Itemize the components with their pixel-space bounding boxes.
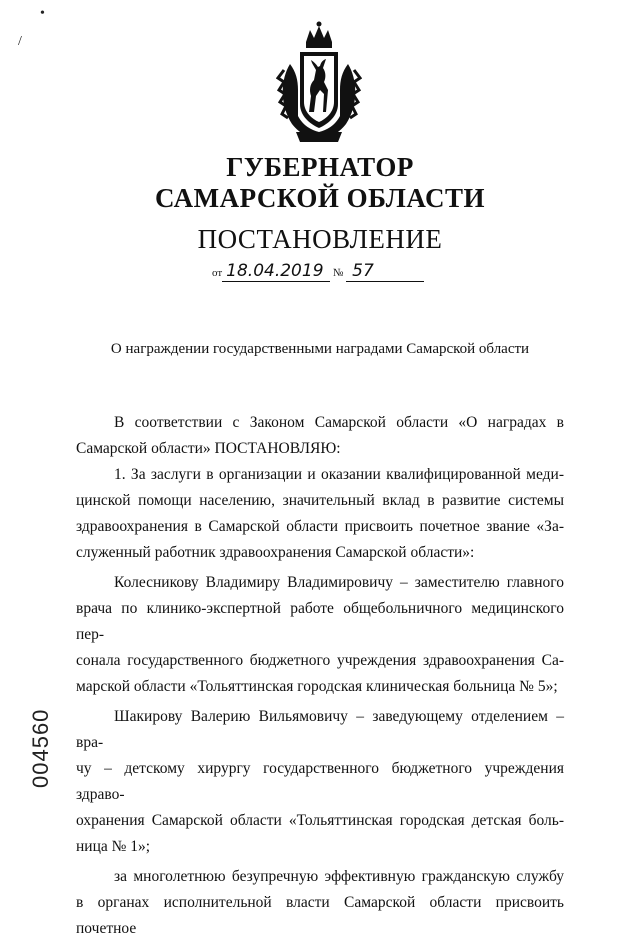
paragraph-preamble [76,410,564,462]
samara-coat-of-arms-icon [276,20,362,150]
text-line: служенный работник здравоохранения Самарской области»: [76,544,475,561]
paragraph-awardee-2 [76,704,564,860]
paragraph-awardee-1 [76,570,564,700]
document-number: 57 [346,261,424,282]
text-line: Самарской области» ПОСТАНОВЛЯЮ: [76,440,341,457]
paragraph-clause-2 [76,864,564,942]
registry-serial-number: 004560 [28,708,53,788]
date-prefix: от [212,267,223,279]
registration-line [212,261,424,282]
text-line: врача по клинико-экспертной работе общебольничного медицинского пер- [76,600,564,643]
document-date: 18.04.2019 [222,261,330,282]
text-line: в органах исполнительной власти Самарской области присвоить почетное [76,894,564,937]
text-line: Шакирову Валерию Вильямовичу – заведующему отделением – вра- [76,708,564,751]
text-line: марской области «Тольяттинская городская клиническая больница № 5»; [76,678,558,695]
text-line: сонала государственного бюджетного учреждения здравоохранения Са- [76,652,564,669]
document-body [76,410,564,942]
number-prefix: № [332,267,344,279]
paragraph-clause-1 [76,462,564,566]
text-line: Колесникову Владимиру Владимировичу – заместителю главного [114,574,564,591]
scan-mark: / [18,34,22,49]
document-subject: О награждении государственными наградами Самарской области [110,341,530,357]
text-line: ница № 1»; [76,838,151,855]
scan-mark: • [40,6,45,21]
issuer-title-line2: САМАРСКОЙ ОБЛАСТИ [154,183,486,213]
text-line: В соответствии с Законом Самарской области «О наградах в [114,414,564,431]
text-line: цинской помощи населению, значительный вклад в развитие системы [76,492,564,509]
document-type: ПОСТАНОВЛЕНИЕ [197,224,443,254]
issuer-title-line1: ГУБЕРНАТОР [226,152,414,182]
text-line: здравоохранения в Самарской области присвоить почетное звание «За- [76,518,564,535]
text-line: охранения Самарской области «Тольяттинская городская детская боль- [76,812,564,829]
text-line: 1. За заслуги в организации и оказании квалифицированной меди- [114,466,564,483]
text-line: за многолетнюю безупречную эффективную гражданскую службу [114,868,564,885]
text-line: чу – детскому хирургу государственного бюджетного учреждения здраво- [76,760,564,803]
